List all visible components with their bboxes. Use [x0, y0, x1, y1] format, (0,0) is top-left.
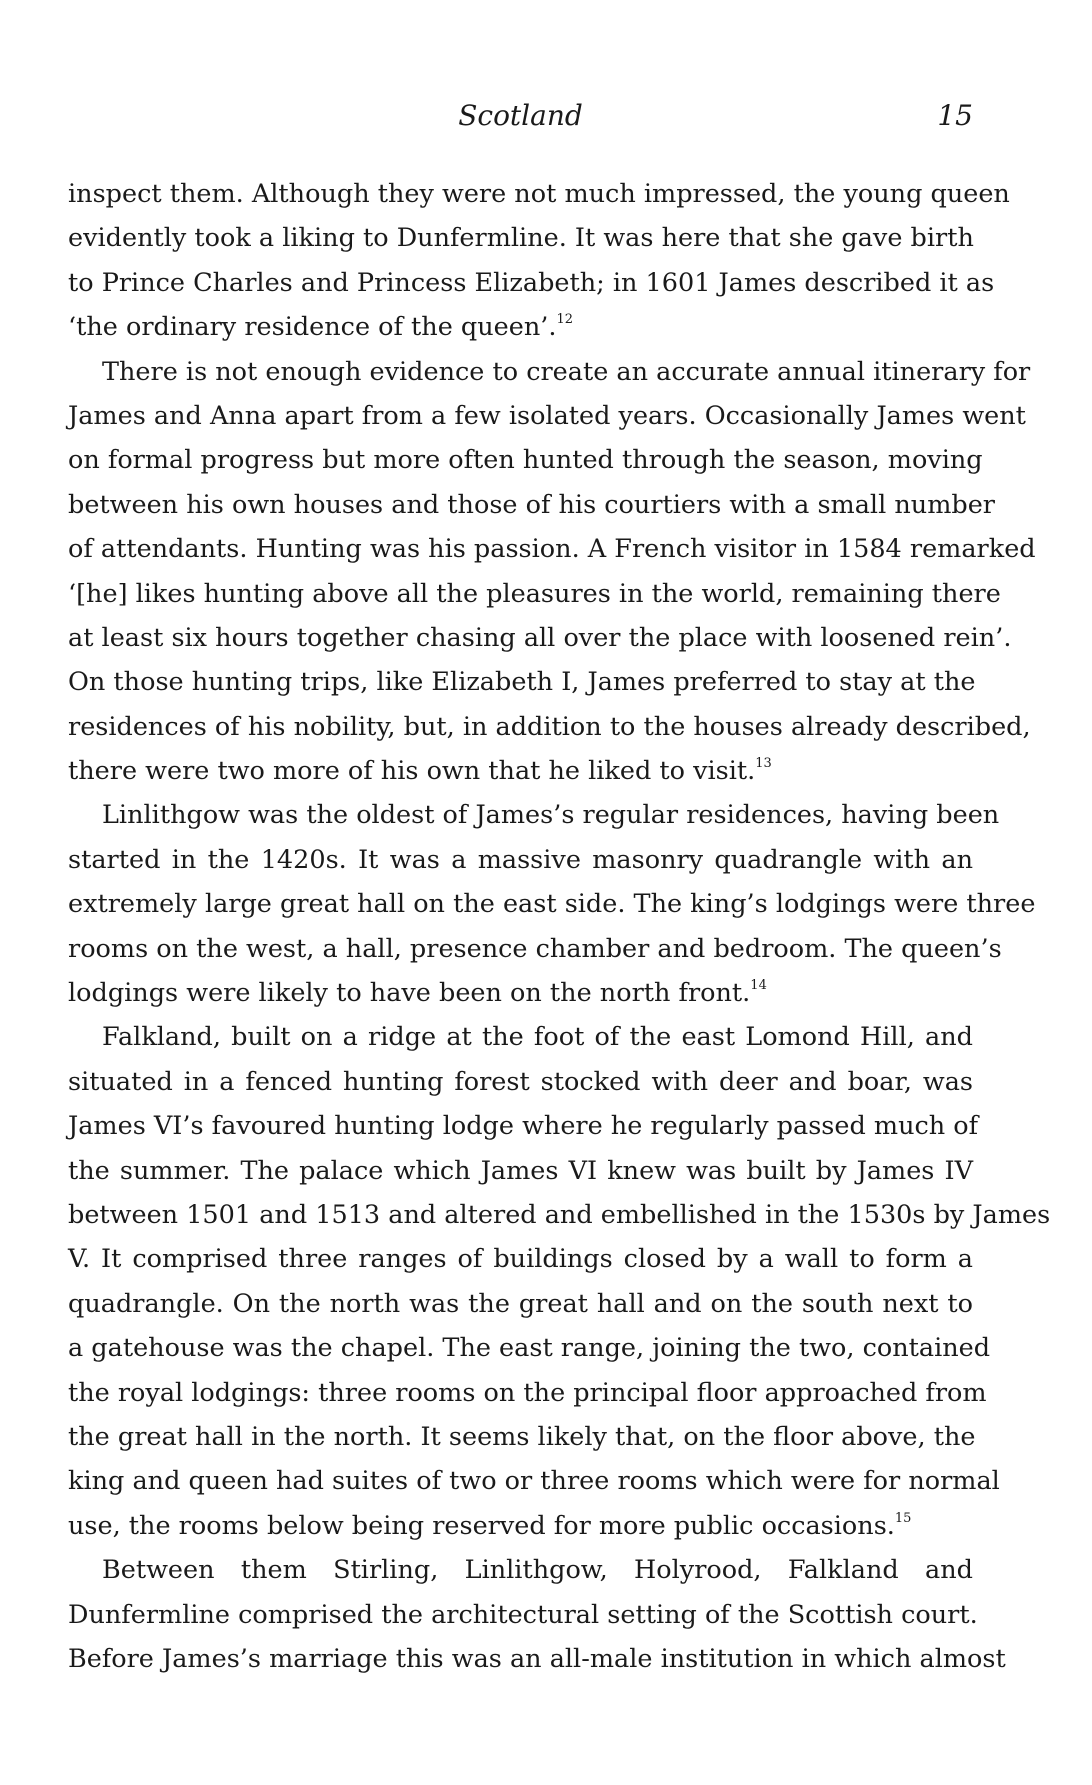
text-line: a gatehouse was the chapel. The east range, joining the two, contained	[68, 1333, 991, 1364]
footnote-marker[interactable]: 13	[755, 756, 772, 772]
text-line: rooms on the west, a hall, presence chamber and bedroom. The queen’s	[68, 933, 1002, 964]
text-line: Linlithgow was the oldest of James’s regular residences, having been	[102, 800, 1000, 831]
text-line: king and queen had suites of two or three rooms which were for normal	[68, 1466, 1000, 1497]
text-line: quadrangle. On the north was the great hall and on the south next to	[68, 1288, 973, 1319]
text-line: ‘the ordinary residence of the queen’.$^{12}$	[68, 312, 574, 343]
text-line: to Prince Charles and Princess Elizabeth; in 1601 James described it as	[68, 267, 995, 298]
paragraph	[68, 350, 1036, 794]
text-line: at least six hours together chasing all over the place with loosened rein’.	[68, 622, 1012, 653]
text-line: residences of his nobility, but, in addition to the houses already described,	[68, 711, 1031, 742]
text-line: evidently took a liking to Dunfermline. It was here that she gave birth	[68, 223, 974, 254]
text-line: there were two more of his own that he liked to visit.$^{13}$	[68, 756, 772, 787]
text-line: extremely large great hall on the east side. The king’s lodgings were three	[68, 889, 1036, 920]
text-line: Before James’s marriage this was an all-male institution in which almost	[68, 1643, 1006, 1674]
footnote-marker[interactable]: 14	[750, 978, 767, 994]
text-line: On those hunting trips, like Elizabeth I, James preferred to stay at the	[68, 667, 976, 698]
text-line: started in the 1420s. It was a massive masonry quadrangle with an	[68, 844, 973, 875]
running-head	[68, 96, 973, 136]
footnote-marker[interactable]: 12	[556, 312, 574, 328]
text-line: ‘[he] likes hunting above all the pleasures in the world, remaining there	[68, 578, 1001, 609]
text-line: the royal lodgings: three rooms on the principal floor approached from	[68, 1377, 987, 1408]
text-line: between 1501 and 1513 and altered and embellished in the 1530s by James	[68, 1199, 1051, 1230]
text-line: the great hall in the north. It seems likely that, on the floor above, the	[68, 1421, 976, 1452]
text-line: V. It comprised three ranges of buildings closed by a wall to form a	[68, 1244, 973, 1275]
text-line: There is not enough evidence to create an accurate annual itinerary for	[102, 356, 1031, 387]
text-line: situated in a fenced hunting forest stocked with deer and boar, was	[68, 1066, 973, 1097]
paragraph	[68, 1548, 1006, 1681]
text-line: of attendants. Hunting was his passion. A French visitor in 1584 remarked	[68, 534, 1036, 565]
paragraph	[68, 172, 1010, 350]
paragraph	[68, 1015, 1051, 1548]
text-line: lodgings were likely to have been on the north front.$^{14}$	[68, 978, 767, 1009]
text-line: on formal progress but more often hunted through the season, moving	[68, 445, 983, 476]
text-line: use, the rooms below being reserved for more public occasions.$^{15}$	[68, 1510, 912, 1541]
page-number: 15	[937, 99, 973, 132]
paragraph	[68, 793, 1036, 1015]
text-line: Dunfermline comprised the architectural setting of the Scottish court.	[68, 1599, 978, 1630]
text-line: James VI’s favoured hunting lodge where he regularly passed much of	[68, 1111, 979, 1142]
body-text	[68, 172, 1051, 1681]
footnote-marker[interactable]: 15	[894, 1510, 912, 1526]
chapter-title: Scotland	[458, 99, 583, 132]
text-line: the summer. The palace which James VI knew was built by James IV	[68, 1155, 973, 1186]
text-line: between his own houses and those of his courtiers with a small number	[68, 489, 995, 520]
text-line: inspect them. Although they were not much impressed, the young queen	[68, 179, 1010, 209]
text-line: Falkland, built on a ridge at the foot of the east Lomond Hill, and	[102, 1022, 973, 1053]
text-line: Between them Stirling, Linlithgow, Holyrood, Falkland and	[102, 1555, 973, 1586]
text-line: James and Anna apart from a few isolated years. Occasionally James went	[68, 400, 1026, 431]
